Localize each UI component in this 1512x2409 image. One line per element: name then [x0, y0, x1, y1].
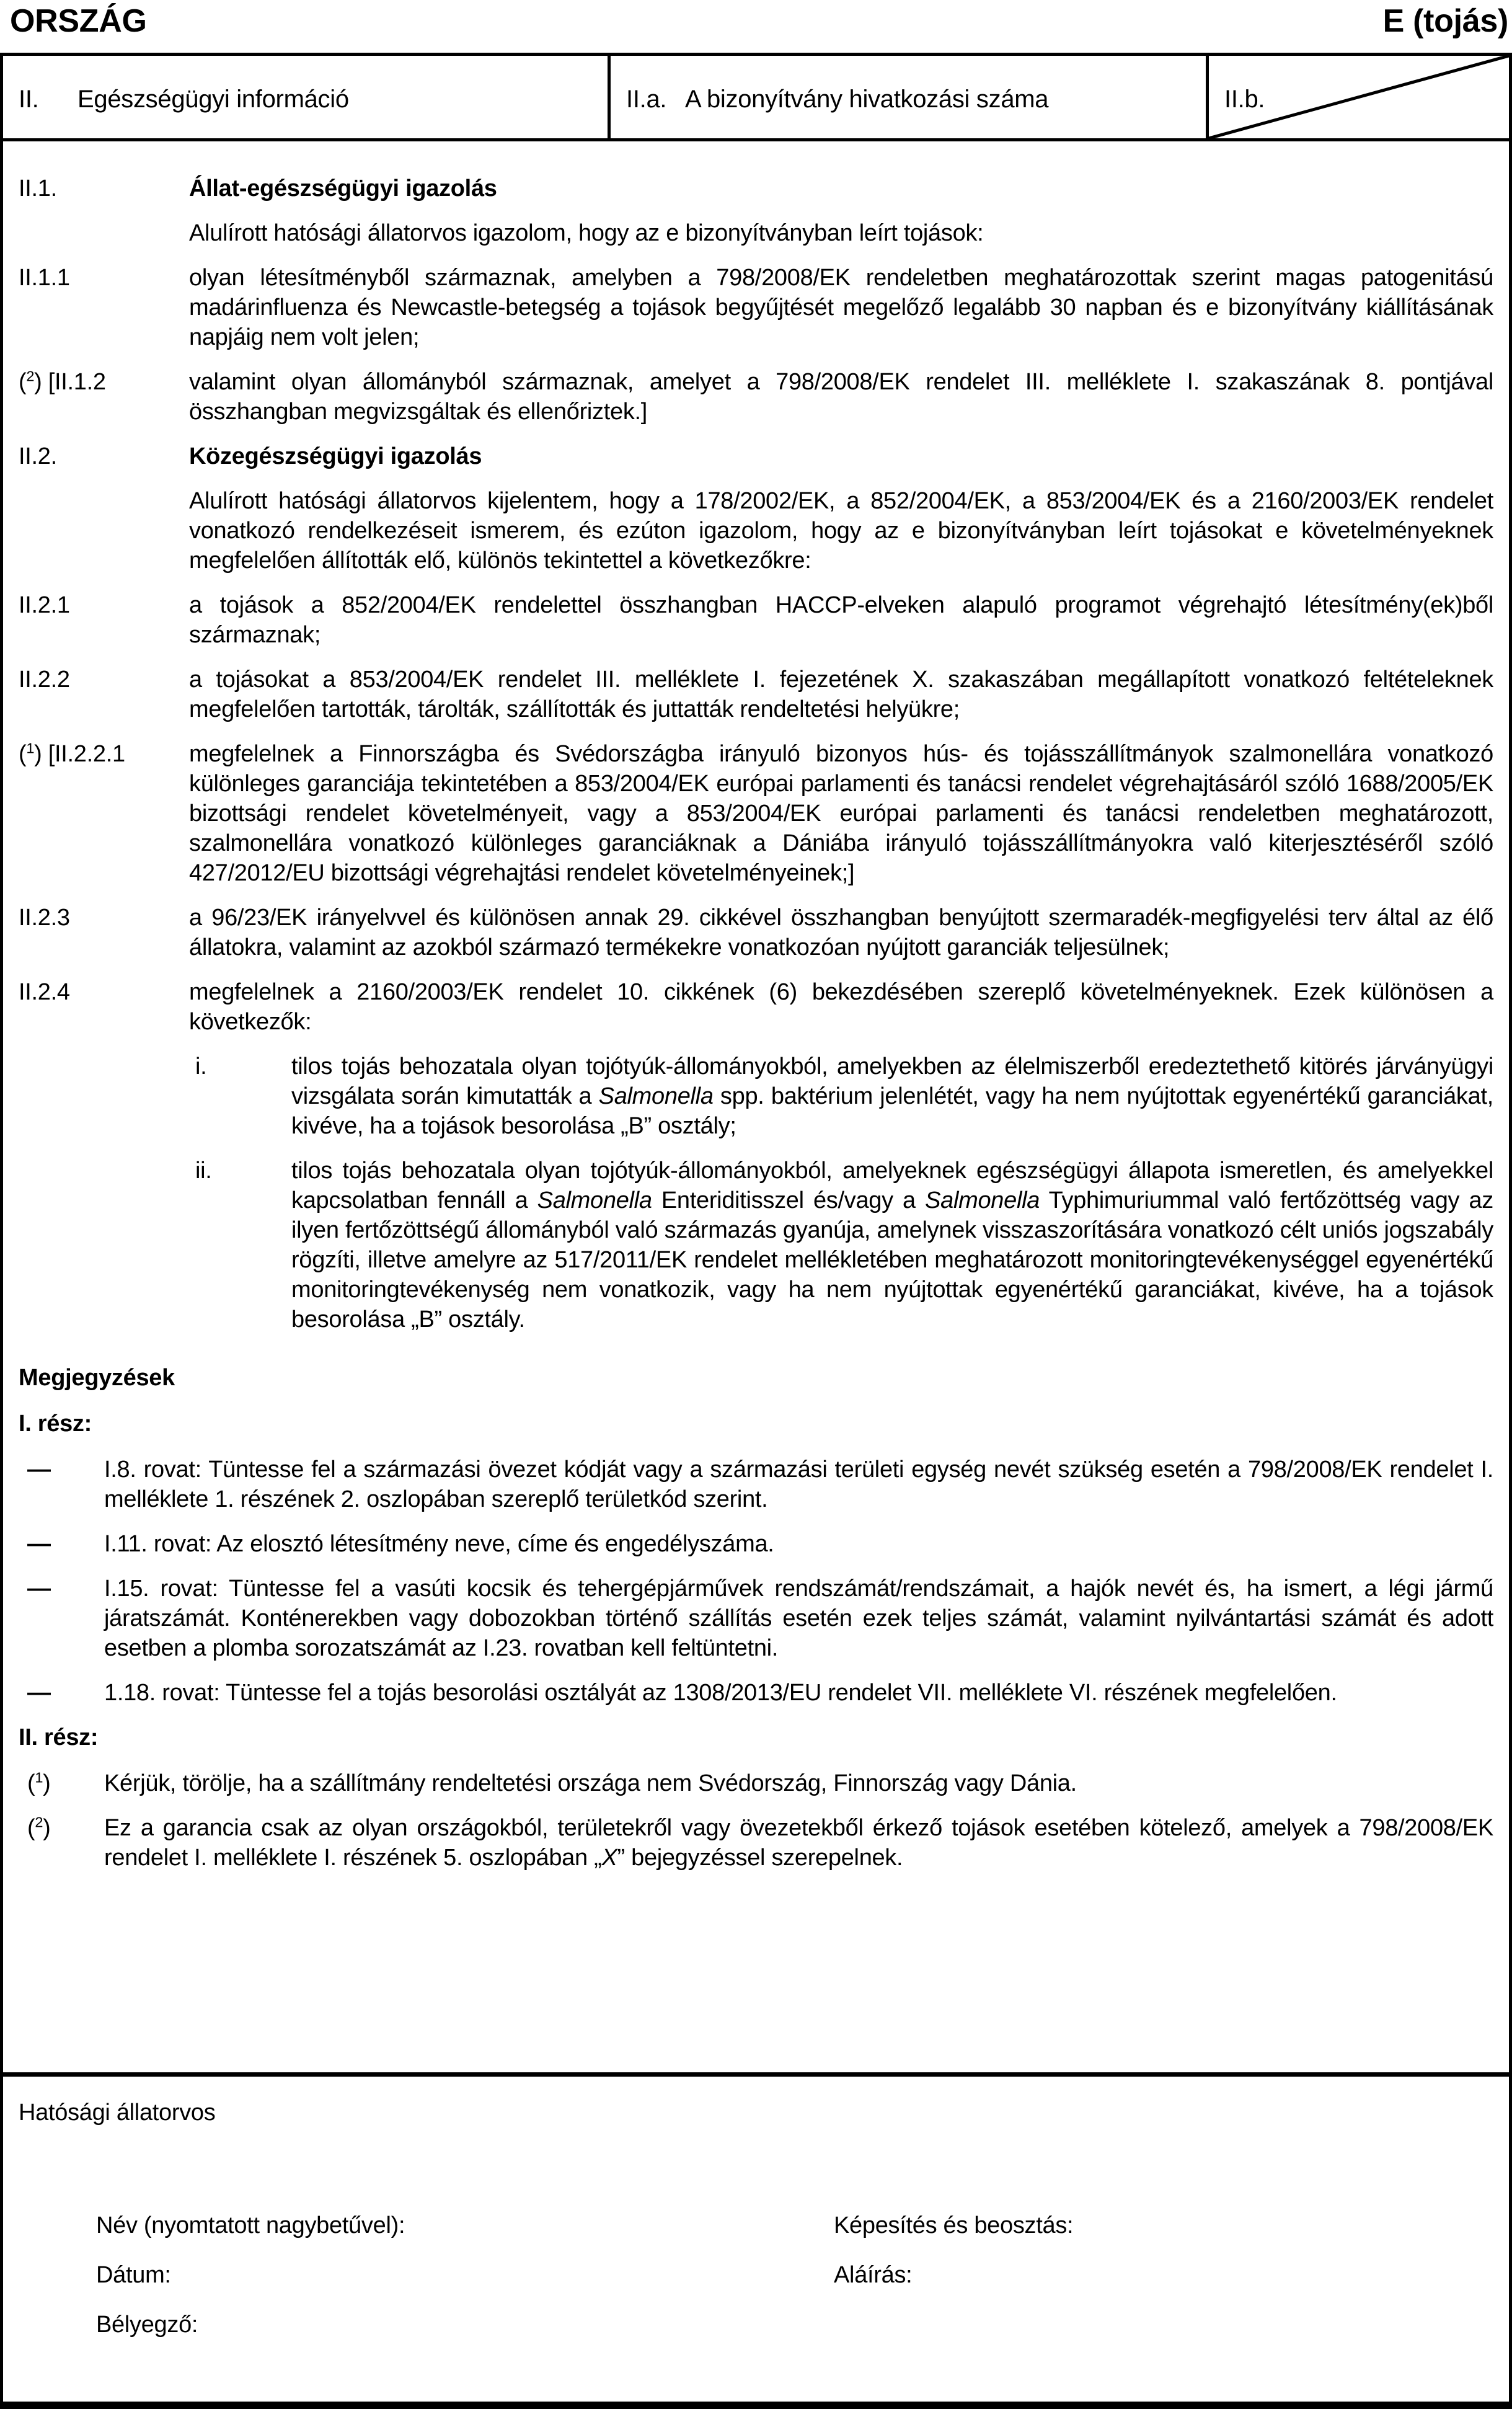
section-title: Állat-egészségügyi igazolás: [189, 175, 497, 202]
certificate-reference-number: II.a.: [626, 86, 667, 113]
item-text: megfelelnek a 2160/2003/EK rendelet 10. cikkének (6) bekezdésében szereplő követelményeknek. Ezek különösen a következők:: [189, 979, 1493, 1035]
item-number: [19, 486, 189, 575]
dash-marker: —: [27, 1680, 51, 1706]
footnote-marker: ($^2$): [27, 1814, 51, 1841]
footnote-marker: ($^1$): [27, 1769, 51, 1796]
name-qualification-row: [96, 2211, 1493, 2240]
item-text: a tojásokat a 853/2004/EK rendelet III. melléklete I. fejezetének X. szakaszában megállapított vonatkozó feltételeknek megfelelően tartották, tárolták, szállították és juttatták rendeltetési helyükre;: [189, 667, 1493, 722]
subitem-text: tilos tojás behozatala olyan tojótyúk-állományokból, amelyekben az élelmiszerből eredeztethető kitörés járványügyi vizsgálata során kimutatták a Salmonella spp. baktérium jelenlétét, vagy ha nem nyújtottak egyenértékű garanciákat, kivéve, ha a tojások besorolása „B” osztály;: [291, 1054, 1493, 1139]
item-number: ($^2$) [II.1.2: [19, 368, 106, 395]
item-ii221-row: [19, 739, 1493, 888]
item-number: II.2.3: [19, 905, 70, 931]
ii1-intro-row: [19, 218, 1493, 248]
item-number: II.1.1: [19, 265, 70, 291]
stamp-label: Bélyegző:: [96, 2312, 198, 2338]
dash-marker: —: [27, 1457, 51, 1483]
item-ii12-row: [19, 367, 1493, 427]
item-ii11-row: [19, 263, 1493, 352]
item-text: Alulírott hatósági állatorvos kijelentem, hogy a 178/2002/EK, a 852/2004/EK, a 853/2004/EK és a 2160/2003/EK rendelet vonatkozó rendelkezéseit ismerem, és ezúton igazolom, hogy az e bizonyítványban leírt tojásokat e követelményeknek megfelelően állították elő, különös tekintettel a következőkre:: [189, 488, 1493, 574]
section-title: Közegészségügyi igazolás: [189, 443, 482, 469]
note-i11-row: [19, 1529, 1493, 1559]
item-text: a tojások a 852/2004/EK rendelettel összhangban HACCP-elveken alapuló programot végrehajtó létesítmény(ek)ből származnak;: [189, 592, 1493, 648]
note-i15-row: [19, 1574, 1493, 1663]
iib-number: II.b.: [1224, 86, 1265, 113]
dash-marker: —: [27, 1576, 51, 1602]
item-number: II.1.: [19, 175, 57, 202]
item-number: II.2.2: [19, 667, 70, 693]
header-table: [3, 56, 1509, 141]
notes-part2-title: II. rész:: [19, 1724, 99, 1750]
item-ii21-row: [19, 590, 1493, 650]
health-info-label: Egészségügyi információ: [77, 86, 349, 113]
section-ii1-title-row: [19, 174, 1493, 203]
official-veterinarian-title: Hatósági állatorvos: [19, 2100, 216, 2126]
certification-body: [3, 141, 1509, 2072]
note-text: 1.18. rovat: Tüntesse fel a tojás besorolási osztályát az 1308/2013/EU rendelet VII. melléklete VI. részének megfelelően.: [104, 1680, 1337, 1706]
note-text: I.11. rovat: Az elosztó létesítmény neve, címe és engedélyszáma.: [104, 1531, 774, 1557]
subitem-text: tilos tojás behozatala olyan tojótyúk-állományokból, amelyeknek egészségügyi állapota ismeretlen, és amelyekkel kapcsolatban fennáll a Salmonella Enteriditisszel és/vagy a Salmonella Typhimuriummal való fertőzöttség vagy az ilyen fertőzöttségű állományból való származás gyanúja, amelynek visszaszorítására vonatkozó célt uniós jogszabály rögzíti, illetve amelyre az 517/2011/EK rendelet mellékletében meghatározott monitoringtevékenységgel egyenértékű monitoringtevékenység nem vonatkozik, vagy ha nem nyújtottak egyenértékű garanciákat, kivéve, ha a tojások besorolása „B” osztály.: [291, 1158, 1493, 1333]
item-number: ($^1$) [II.2.2.1: [19, 740, 125, 767]
official-veterinarian-section: [3, 2072, 1509, 2402]
subitem-ii-row: [195, 1156, 1493, 1334]
item-text: olyan létesítményből származnak, amelyben a 798/2008/EK rendeletben meghatározottak szerint magas patogenitású madárinfluenza és Newcastle-betegség a tojások begyűjtését megelőző legalább 30 napban és e bizonyítvány kiállításának napjáig nem volt jelen;: [189, 265, 1493, 350]
country-label: ORSZÁG: [10, 3, 147, 39]
notes-title: Megjegyzések: [19, 1365, 175, 1391]
item-ii22-row: [19, 665, 1493, 724]
health-info-number: II.: [19, 86, 39, 113]
certificate-reference-label: A bizonyítvány hivatkozási száma: [685, 86, 1049, 113]
item-number: [19, 218, 189, 248]
iib-cell: [1206, 56, 1509, 138]
subitem-i-row: [195, 1052, 1493, 1141]
item-number: II.2.: [19, 443, 57, 469]
subitem-number: ii.: [195, 1158, 212, 1184]
diagonal-strikethrough-line: [1209, 56, 1509, 138]
health-info-cell: [3, 56, 608, 138]
section-ii2-title-row: [19, 441, 1493, 471]
footnote-2-row: [19, 1813, 1493, 1873]
signature-label: Aláírás:: [834, 2262, 913, 2288]
document-frame: [0, 53, 1512, 2409]
item-ii24-row: [19, 977, 1493, 1037]
footnote-1-row: [19, 1768, 1493, 1798]
certificate-reference-cell: [608, 56, 1206, 138]
footnote-text: Kérjük, törölje, ha a szállítmány rendeltetési országa nem Svédország, Finnország vagy Dánia.: [104, 1770, 1077, 1796]
item-text: Alulírott hatósági állatorvos igazolom, hogy az e bizonyítványban leírt tojások:: [189, 220, 984, 246]
note-118-row: [19, 1678, 1493, 1708]
note-i8-row: [19, 1455, 1493, 1514]
footnote-text: Ez a garancia csak az olyan országokból, területekről vagy övezetekből érkező tojások esetében kötelező, amelyek a 798/2008/EK rendelet I. melléklete I. részének 5. oszlopában „X” bejegyzéssel szerepelnek.: [104, 1815, 1493, 1871]
name-label: Név (nyomtatott nagybetűvel):: [96, 2212, 405, 2238]
page-top-bar: [0, 0, 1512, 53]
notes-part1-title: I. rész:: [19, 1411, 92, 1437]
dash-marker: —: [27, 1531, 51, 1557]
item-number: II.2.1: [19, 592, 70, 618]
item-number: II.2.4: [19, 979, 70, 1005]
ii2-intro-row: [19, 486, 1493, 575]
item-text: a 96/23/EK irányelvvel és különösen annak 29. cikkével összhangban benyújtott szermaradék-megfigyelési terv által az élő állatokra, valamint az azokból származó termékekre vonatkozóan nyújtott garanciák teljesülnek;: [189, 905, 1493, 960]
stamp-space: [834, 2310, 1493, 2340]
date-label: Dátum:: [96, 2262, 171, 2288]
item-text: megfelelnek a Finnországba és Svédországba irányuló bizonyos hús- és tojásszállítmányok szalmonellára vonatkozó különleges garanciája tekintetében a 853/2004/EK európai parlamenti és tanácsi rendelet végrehajtásáról szóló 1688/2005/EK bizottsági rendelet követelményeit, vagy a 853/2004/EK európai parlamenti és tanácsi rendeletben meghatározott, szalmonellára vonatkozó különleges garanciáknak a Dániába irányuló tojásszállítmányokra való kiterjesztéséről szóló 427/2012/EU bizottsági végrehajtási rendelet követelményeinek;]: [189, 741, 1493, 886]
item-ii23-row: [19, 903, 1493, 962]
note-text: I.8. rovat: Tüntesse fel a származási övezet kódját vagy a származási területi egység nevét szükség esetén a 798/2008/EK rendelet I. melléklete 1. részének 2. oszlopában szereplő területkód szerint.: [104, 1457, 1493, 1512]
stamp-row: [96, 2310, 1493, 2340]
item-text: valamint olyan állományból származnak, amelyet a 798/2008/EK rendelet III. melléklete I. szakaszának 8. pontjával összhangban megvizsgáltak és ellenőriztek.]: [189, 369, 1493, 425]
subitem-number: i.: [195, 1054, 207, 1080]
qualification-label: Képesítés és beosztás:: [834, 2212, 1074, 2238]
note-text: I.15. rovat: Tüntesse fel a vasúti kocsik és tehergépjárművek rendszámát/rendszámait, a hajók nevét és, ha ismert, a légi jármű járatszámát. Konténerekben vagy dobozokban történő szállítás esetén ezek teljes számát, valamint nyilvántartási számát és adott esetben a plomba sorozatszámát az I.23. rovatban kell feltüntetni.: [104, 1576, 1493, 1661]
certificate-type-label: E (tojás): [1382, 3, 1508, 39]
date-signature-row: [96, 2260, 1493, 2290]
